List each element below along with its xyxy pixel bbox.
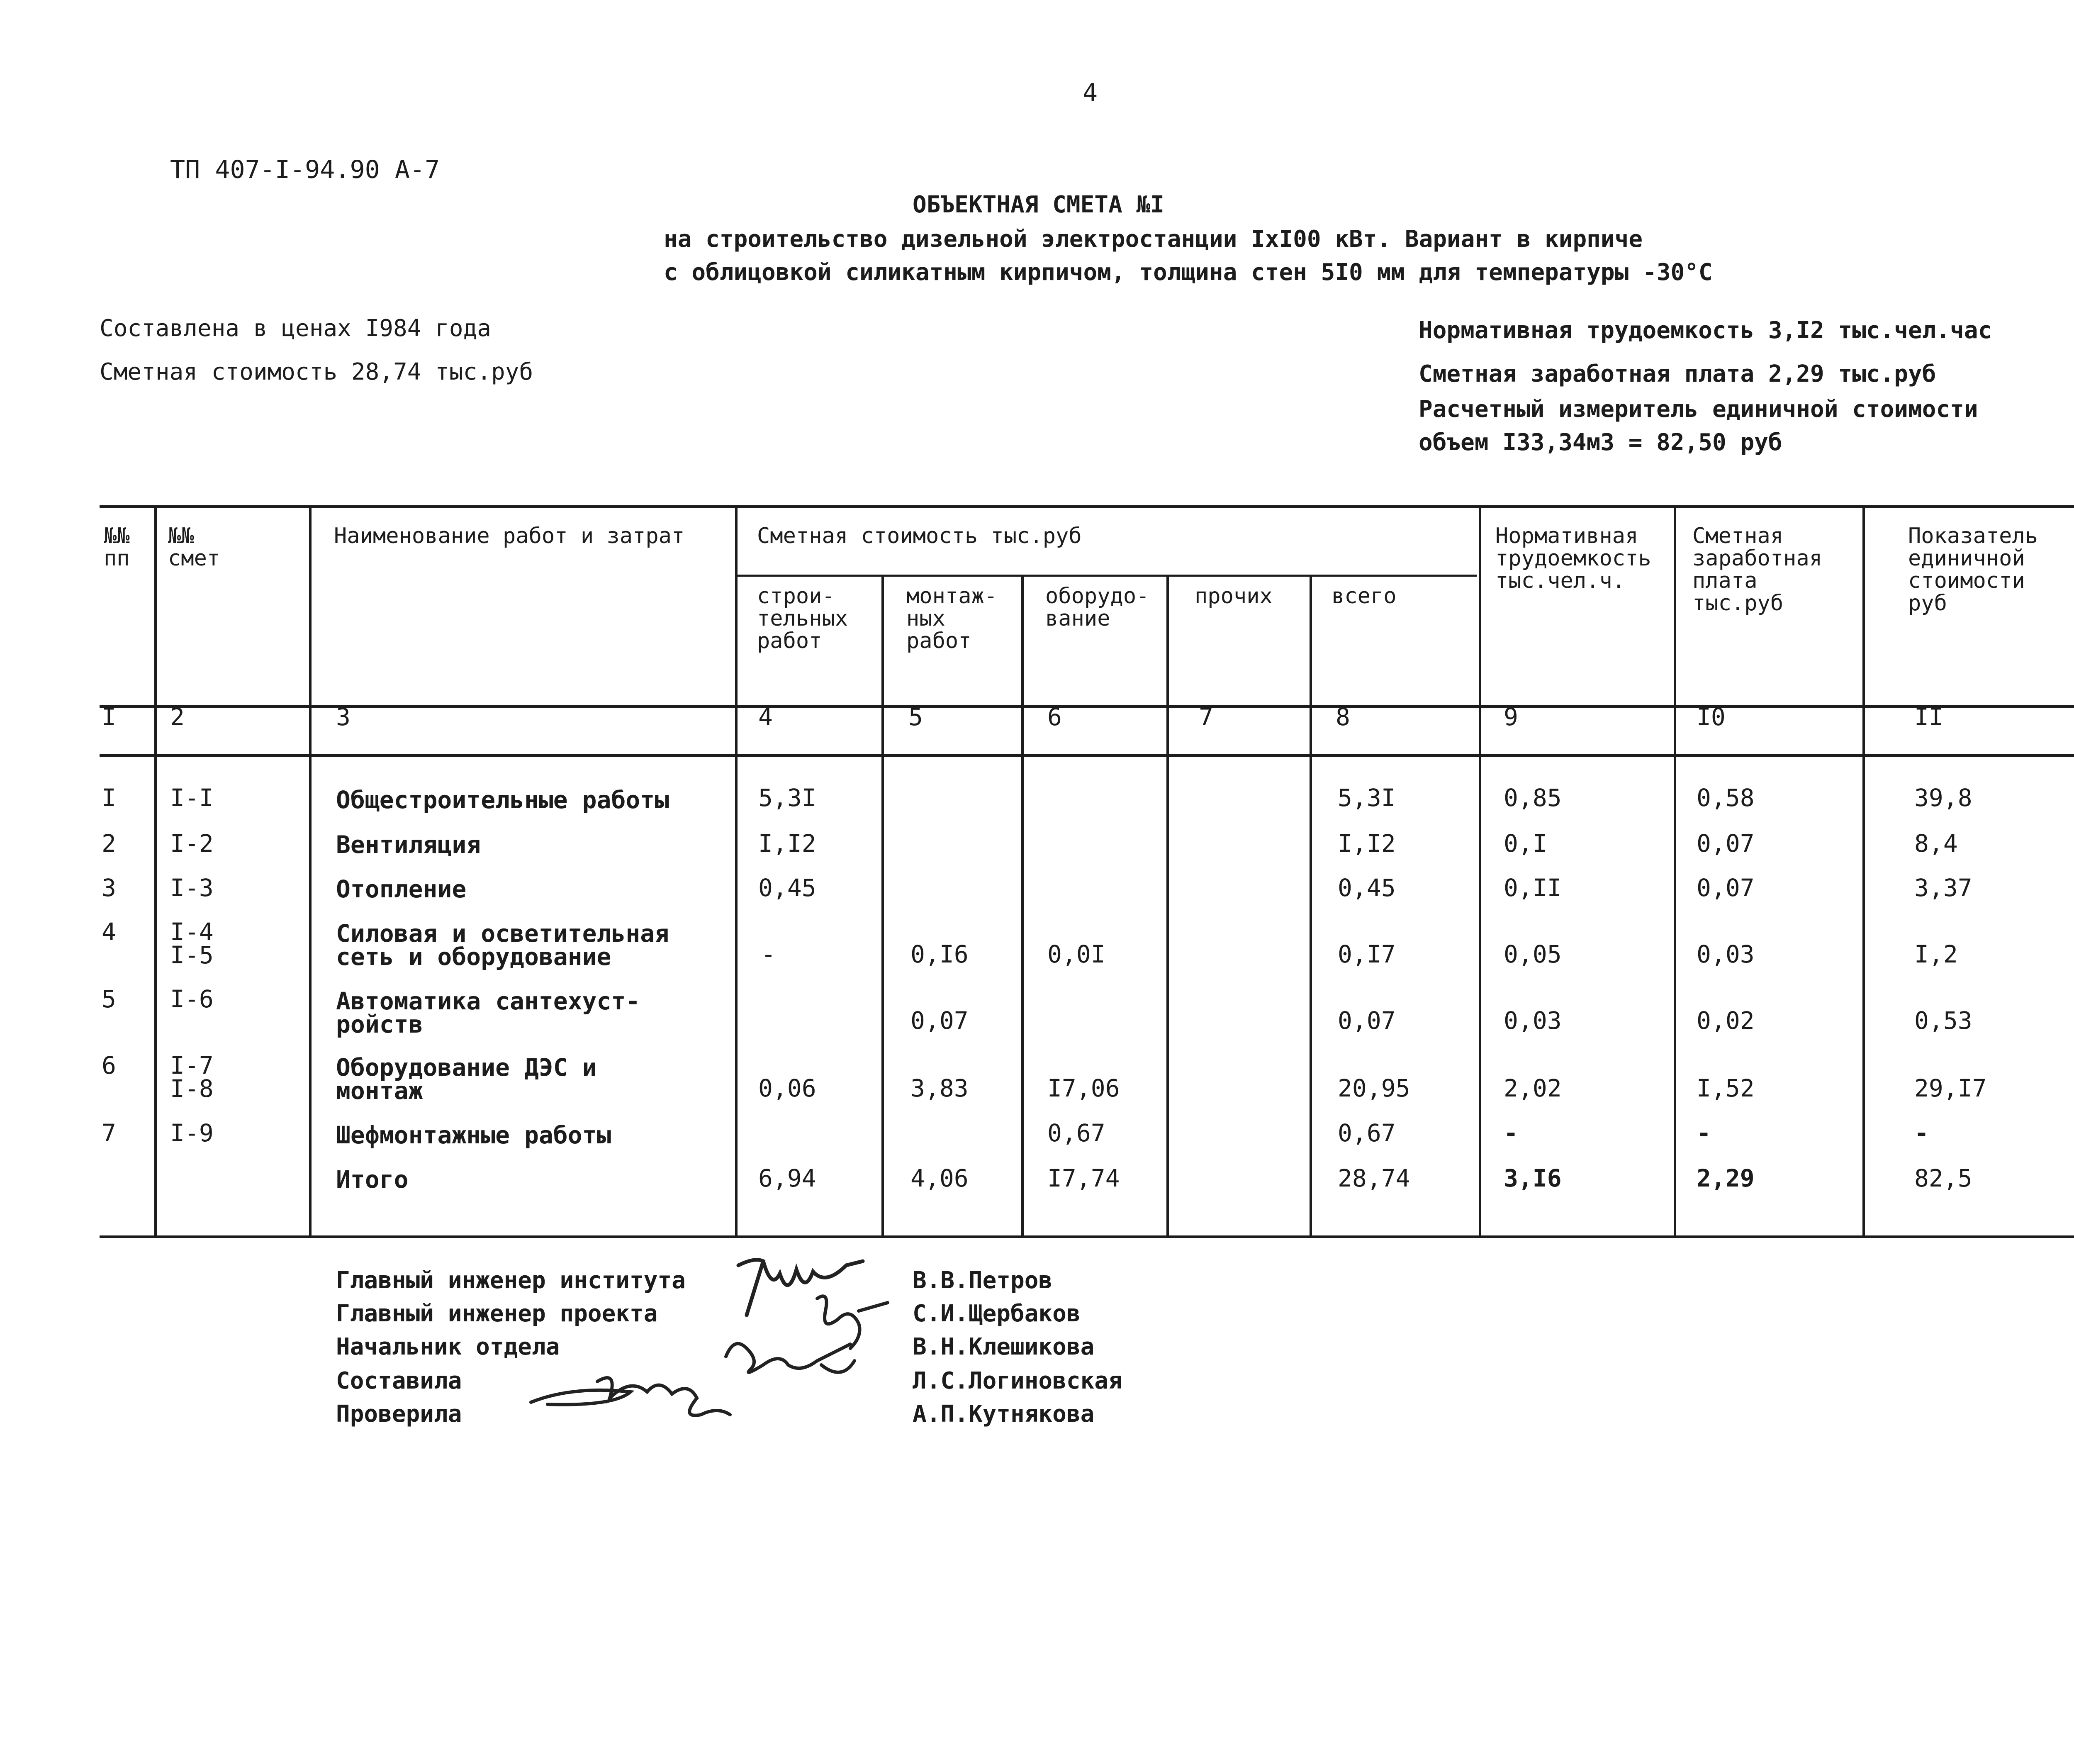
unit-index-value: 82,5	[1914, 1164, 1972, 1192]
row-number: 2	[102, 829, 116, 858]
unit-index-value: I,2	[1914, 940, 1958, 968]
work-name: Вентиляция	[336, 831, 481, 859]
labor-value: 0,05	[1504, 940, 1562, 968]
construction-cost: -	[761, 940, 776, 968]
signer-name: С.И.Щербаков	[913, 1300, 1081, 1327]
row-number: 7	[102, 1119, 116, 1147]
signer-role: Составила	[336, 1367, 462, 1394]
estimate-number: I-4 I-5	[170, 918, 214, 969]
total-cost: 28,74	[1338, 1164, 1410, 1192]
wage-value: 0,07	[1697, 829, 1755, 858]
estimate-title: ОБЪЕКТНАЯ СМЕТА №I	[913, 191, 1164, 218]
estimate-number: I-6	[170, 985, 214, 1013]
unit-index-value: 0,53	[1914, 1006, 1972, 1035]
col-divider	[309, 505, 312, 1235]
labor-value: -	[1504, 1119, 1518, 1147]
col-divider	[1166, 576, 1169, 1235]
table-top-rule	[100, 505, 2074, 508]
document-code: ТП 407-I-94.90 А-7	[170, 155, 440, 184]
labor-value: 0,I	[1504, 829, 1547, 858]
row-number: 4	[102, 918, 116, 946]
col-divider	[735, 505, 738, 1235]
col-divider	[881, 576, 884, 1235]
col-divider	[1862, 505, 1865, 1235]
header-cost-group: Сметная стоимость тыс.руб	[757, 524, 1082, 548]
installation-cost: 0,07	[910, 1006, 969, 1035]
total-cost: 0,I7	[1338, 940, 1396, 968]
column-number: 9	[1504, 703, 1518, 731]
column-number: I0	[1697, 703, 1726, 731]
signer-name: А.П.Кутнякова	[913, 1401, 1095, 1428]
work-name: Отопление	[336, 875, 467, 903]
col-divider	[1479, 505, 1481, 1235]
table-bottom-rule	[100, 1235, 2074, 1238]
header-total: всего	[1332, 584, 1397, 609]
work-name: Шефмонтажные работы	[336, 1121, 611, 1149]
wage-value: 0,02	[1697, 1006, 1755, 1035]
prices-year: Составлена в ценах I984 года	[100, 315, 492, 342]
labor-value: 0,03	[1504, 1006, 1562, 1035]
signer-name: В.Н.Клешикова	[913, 1333, 1095, 1360]
labor-value: 3,I6	[1504, 1164, 1562, 1192]
row-number: 3	[102, 874, 116, 902]
estimate-subtitle-1: на строительство дизельной электростанции IxI00 кВт. Вариант в кирпиче	[664, 226, 1643, 253]
column-number: II	[1914, 703, 1943, 731]
header-work-name: Наименование работ и затрат	[334, 524, 685, 548]
col-divider	[1674, 505, 1676, 1235]
estimate-number: I-2	[170, 829, 214, 858]
construction-cost: I,I2	[758, 829, 816, 858]
wage-value: 0,07	[1697, 874, 1755, 902]
header-equipment: оборудо- вание	[1045, 584, 1149, 631]
total-cost: 0,67	[1338, 1119, 1396, 1147]
total-cost: 0,07	[1338, 1006, 1396, 1035]
unit-index-value: 29,I7	[1914, 1074, 1987, 1102]
header-other: прочих	[1195, 584, 1273, 609]
signer-name: Л.С.Логиновская	[913, 1367, 1122, 1394]
estimated-cost: Сметная стоимость 28,74 тыс.руб	[100, 358, 533, 385]
row-number: 5	[102, 985, 116, 1013]
col-divider	[1310, 576, 1312, 1235]
wage-value: 0,58	[1697, 784, 1755, 812]
equipment-cost: 0,0I	[1047, 940, 1105, 968]
signer-role: Главный инженер проекта	[336, 1300, 658, 1327]
header-estimate-number: №№ смет	[168, 524, 220, 571]
labor-value: 0,85	[1504, 784, 1562, 812]
unit-cost-volume: объем I33,34м3 = 82,50 руб	[1419, 429, 1782, 456]
unit-index-value: 3,37	[1914, 874, 1972, 902]
labor-value: 2,02	[1504, 1074, 1562, 1102]
installation-cost: 4,06	[910, 1164, 969, 1192]
total-cost: 0,45	[1338, 874, 1396, 902]
col-divider	[154, 505, 157, 1235]
header-installation: монтаж- ных работ	[906, 584, 998, 653]
equipment-cost: I7,06	[1047, 1074, 1120, 1102]
unit-cost-meter: Расчетный измеритель единичной стоимости	[1419, 396, 1978, 423]
signer-role: Главный инженер института	[336, 1267, 686, 1294]
signer-name: В.В.Петров	[913, 1267, 1053, 1294]
row-number: 6	[102, 1051, 116, 1079]
header-bottom-rule	[100, 705, 2074, 708]
column-number: 6	[1047, 703, 1062, 731]
work-name: Оборудование ДЭС и монтаж	[336, 1053, 597, 1105]
work-name: Силовая и осветительная сеть и оборудование	[336, 919, 669, 971]
unit-index-value: 39,8	[1914, 784, 1972, 812]
unit-index-value: 8,4	[1914, 829, 1958, 858]
column-number: 8	[1336, 703, 1350, 731]
column-number: I	[102, 703, 116, 731]
column-number: 5	[908, 703, 923, 731]
signer-role: Проверила	[336, 1401, 462, 1428]
estimate-number: I-9	[170, 1119, 214, 1147]
work-name: Общестроительные работы	[336, 786, 669, 814]
page-number: 4	[1083, 78, 1098, 107]
header-construction: строи- тельных работ	[757, 584, 848, 653]
installation-cost: 3,83	[910, 1074, 969, 1102]
wage-value: 0,03	[1697, 940, 1755, 968]
total-label: Итого	[336, 1165, 409, 1194]
header-row-number: №№ пп	[104, 524, 130, 571]
column-number: 7	[1199, 703, 1213, 731]
construction-cost: 6,94	[758, 1164, 816, 1192]
signer-role: Начальник отдела	[336, 1333, 560, 1360]
numbers-bottom-rule	[100, 754, 2074, 757]
total-cost: 20,95	[1338, 1074, 1410, 1102]
unit-index-value: -	[1914, 1119, 1929, 1147]
wage-value: 2,29	[1697, 1164, 1755, 1192]
equipment-cost: I7,74	[1047, 1164, 1120, 1192]
total-cost: 5,3I	[1338, 784, 1396, 812]
labor-value: 0,II	[1504, 874, 1562, 902]
estimated-wage: Сметная заработная плата 2,29 тыс.руб	[1419, 361, 1936, 387]
estimate-subtitle-2: с облицовкой силикатным кирпичом, толщина стен 5I0 мм для температуры -30°С	[664, 259, 1713, 286]
work-name: Автоматика сантехуст- ройств	[336, 987, 640, 1038]
column-number: 2	[170, 703, 185, 731]
column-number: 4	[758, 703, 773, 731]
total-cost: I,I2	[1338, 829, 1396, 858]
wage-value: -	[1697, 1119, 1711, 1147]
installation-cost: 0,I6	[910, 940, 969, 968]
row-number: I	[102, 784, 116, 812]
construction-cost: 5,3I	[758, 784, 816, 812]
header-unit-index: Показатель единичной стоимости руб	[1908, 524, 2038, 616]
labor-intensity: Нормативная трудоемкость 3,I2 тыс.чел.час	[1419, 317, 1992, 344]
estimate-number: I-3	[170, 874, 214, 902]
handwritten-signature-4	[523, 1352, 755, 1435]
column-number: 3	[336, 703, 351, 731]
header-wage: Сметная заработная плата тыс.руб	[1692, 524, 1823, 616]
header-labor: Нормативная трудоемкость тыс.чел.ч.	[1495, 524, 1651, 593]
equipment-cost: 0,67	[1047, 1119, 1105, 1147]
construction-cost: 0,06	[758, 1074, 816, 1102]
estimate-number: I-I	[170, 784, 214, 812]
group-header-rule	[736, 575, 1477, 577]
col-divider	[1021, 576, 1024, 1235]
wage-value: I,52	[1697, 1074, 1755, 1102]
construction-cost: 0,45	[758, 874, 816, 902]
estimate-number: I-7 I-8	[170, 1051, 214, 1103]
